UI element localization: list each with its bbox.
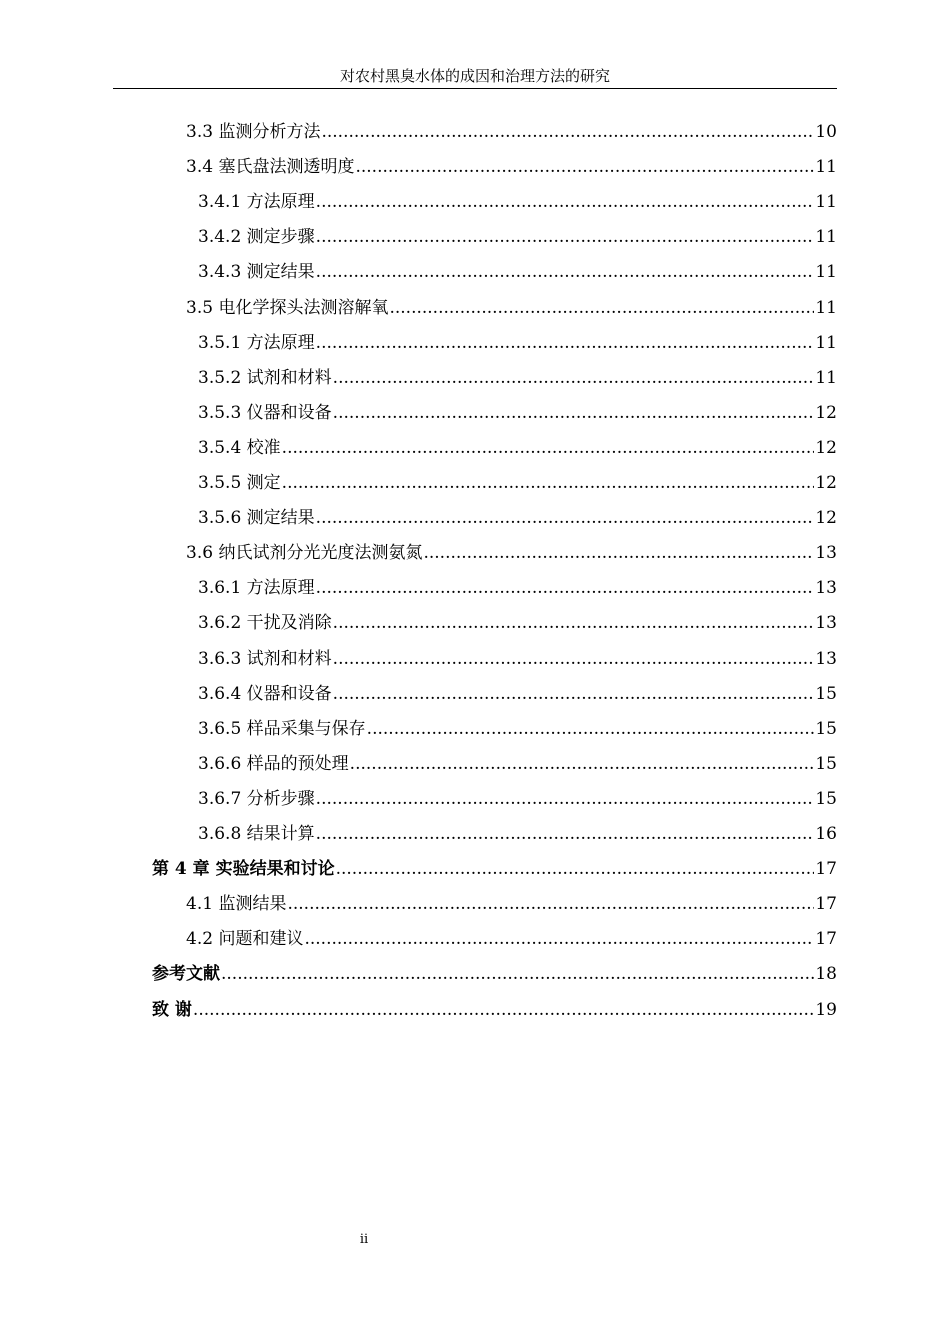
toc-entry-page: 12 (815, 402, 837, 423)
toc-dot-leader (282, 468, 815, 498)
toc-dot-leader (316, 819, 815, 849)
toc-entry-title: 3.4 塞氏盘法测透明度 (186, 157, 355, 178)
toc-entry-page: 11 (815, 262, 837, 283)
toc-entry-title: 3.6 纳氏试剂分光光度法测氨氮 (186, 543, 423, 564)
toc-entry-page: 15 (815, 718, 837, 739)
toc-dot-leader (389, 293, 814, 323)
toc-entry[interactable] (198, 784, 837, 814)
toc-dot-leader (287, 889, 814, 919)
toc-dot-leader (321, 117, 814, 147)
toc-entry[interactable] (198, 503, 837, 533)
toc-entry[interactable] (198, 257, 837, 287)
header-rule (113, 88, 837, 89)
toc-entry-title: 3.4.1 方法原理 (198, 192, 315, 213)
toc-entry-title: 3.6.8 结果计算 (198, 824, 315, 844)
toc-entry-title: 3.5.1 方法原理 (198, 332, 315, 353)
toc-entry-page: 10 (815, 122, 837, 142)
toc-entry-title: 3.5.6 测定结果 (198, 508, 315, 529)
toc-dot-leader (333, 644, 815, 674)
toc-dot-leader (221, 959, 814, 989)
toc-entry-title: 3.6.6 样品的预处理 (198, 753, 349, 774)
toc-dot-leader (316, 328, 815, 358)
running-header: 对农村黑臭水体的成因和治理方法的研究 (339, 67, 610, 85)
toc-entry-page: 11 (815, 227, 837, 248)
toc-entry-title: 3.4.2 测定步骤 (198, 227, 315, 248)
toc-entry[interactable] (198, 749, 837, 779)
toc-entry-title: 3.6.5 样品采集与保存 (198, 718, 366, 739)
toc-dot-leader (333, 679, 815, 709)
toc-entry[interactable] (198, 187, 837, 217)
toc-entry-title: 第 4 章 实验结果和讨论 (152, 859, 335, 880)
toc-entry-page: 17 (815, 859, 837, 880)
toc-entry[interactable] (198, 608, 837, 638)
toc-entry[interactable] (198, 363, 837, 393)
toc-dot-leader (316, 784, 815, 814)
toc-dot-leader (316, 573, 815, 603)
toc-entry[interactable] (198, 398, 837, 428)
toc-entry-page: 12 (815, 473, 837, 493)
toc-entry[interactable] (152, 995, 837, 1025)
toc-entry-title: 3.4.3 测定结果 (198, 262, 315, 283)
toc-dot-leader (336, 854, 815, 884)
toc-entry[interactable] (186, 889, 837, 919)
toc-entry[interactable] (186, 924, 837, 954)
toc-entry[interactable] (198, 819, 837, 849)
toc-entry-page: 11 (815, 367, 837, 388)
toc-dot-leader (333, 608, 815, 638)
toc-entry[interactable] (186, 538, 837, 568)
toc-entry-page: 16 (815, 824, 837, 844)
toc-entry-title: 3.5.2 试剂和材料 (198, 367, 332, 388)
toc-dot-leader (333, 363, 815, 393)
toc-entry-title: 参考文献 (152, 964, 220, 985)
toc-entry-page: 12 (815, 437, 837, 458)
toc-dot-leader (423, 538, 814, 568)
toc-entry-page: 17 (815, 929, 837, 950)
toc-dot-leader (316, 187, 815, 217)
toc-entry-title: 3.6.2 干扰及消除 (198, 613, 332, 634)
toc-entry-title: 3.6.1 方法原理 (198, 578, 315, 599)
toc-entry[interactable] (186, 117, 837, 147)
toc-entry-page: 15 (815, 788, 837, 809)
toc-entry[interactable] (152, 854, 837, 884)
toc-dot-leader (193, 995, 814, 1025)
toc-dot-leader (350, 749, 815, 779)
toc-entry[interactable] (198, 679, 837, 709)
toc-entry[interactable] (186, 152, 837, 182)
toc-entry-title: 3.5.3 仪器和设备 (198, 402, 332, 423)
toc-entry-title: 3.6.7 分析步骤 (198, 788, 315, 809)
toc-entry-page: 13 (815, 543, 837, 564)
toc-entry-title: 4.2 问题和建议 (186, 929, 304, 950)
toc-dot-leader (316, 257, 815, 287)
toc-entry[interactable] (198, 714, 837, 744)
toc-entry[interactable] (198, 468, 837, 498)
toc-entry-page: 15 (815, 683, 837, 704)
toc-entry-title: 4.1 监测结果 (186, 894, 287, 915)
toc-entry[interactable] (198, 573, 837, 603)
toc-entry-page: 11 (815, 297, 837, 318)
toc-entry-title: 3.5 电化学探头法测溶解氧 (186, 297, 389, 318)
toc-entry[interactable] (198, 433, 837, 463)
toc-entry-page: 17 (815, 894, 837, 915)
toc-entry[interactable] (198, 222, 837, 252)
toc-entry-title: 3.3 监测分析方法 (186, 122, 321, 142)
toc-entry-title: 3.6.3 试剂和材料 (198, 648, 332, 669)
toc-entry-page: 13 (815, 578, 837, 599)
toc-dot-leader (355, 152, 814, 182)
toc-entry-page: 13 (815, 613, 837, 634)
toc-entry[interactable] (186, 293, 837, 323)
toc-entry-title: 3.6.4 仪器和设备 (198, 683, 332, 704)
toc-entry[interactable] (152, 959, 837, 989)
toc-dot-leader (282, 433, 815, 463)
toc-entry-title: 致 谢 (152, 999, 192, 1020)
toc-entry-page: 15 (815, 753, 837, 774)
toc-entry-page: 12 (815, 508, 837, 529)
toc-entry-page: 11 (815, 192, 837, 213)
toc-dot-leader (316, 222, 815, 252)
toc-entry-title: 3.5.5 测定 (198, 473, 281, 493)
toc-entry-page: 11 (815, 157, 837, 178)
toc-entry[interactable] (198, 644, 837, 674)
toc-dot-leader (333, 398, 815, 428)
toc-dot-leader (316, 503, 815, 533)
page-number: ii (359, 1232, 369, 1247)
toc-entry-title: 3.5.4 校准 (198, 437, 281, 458)
toc-entry-page: 19 (815, 999, 837, 1020)
toc-dot-leader (367, 714, 815, 744)
toc-entry[interactable] (198, 328, 837, 358)
toc-entry-page: 11 (815, 332, 837, 353)
toc-entry-page: 18 (815, 964, 837, 985)
toc-dot-leader (304, 924, 814, 954)
toc-entry-page: 13 (815, 648, 837, 669)
